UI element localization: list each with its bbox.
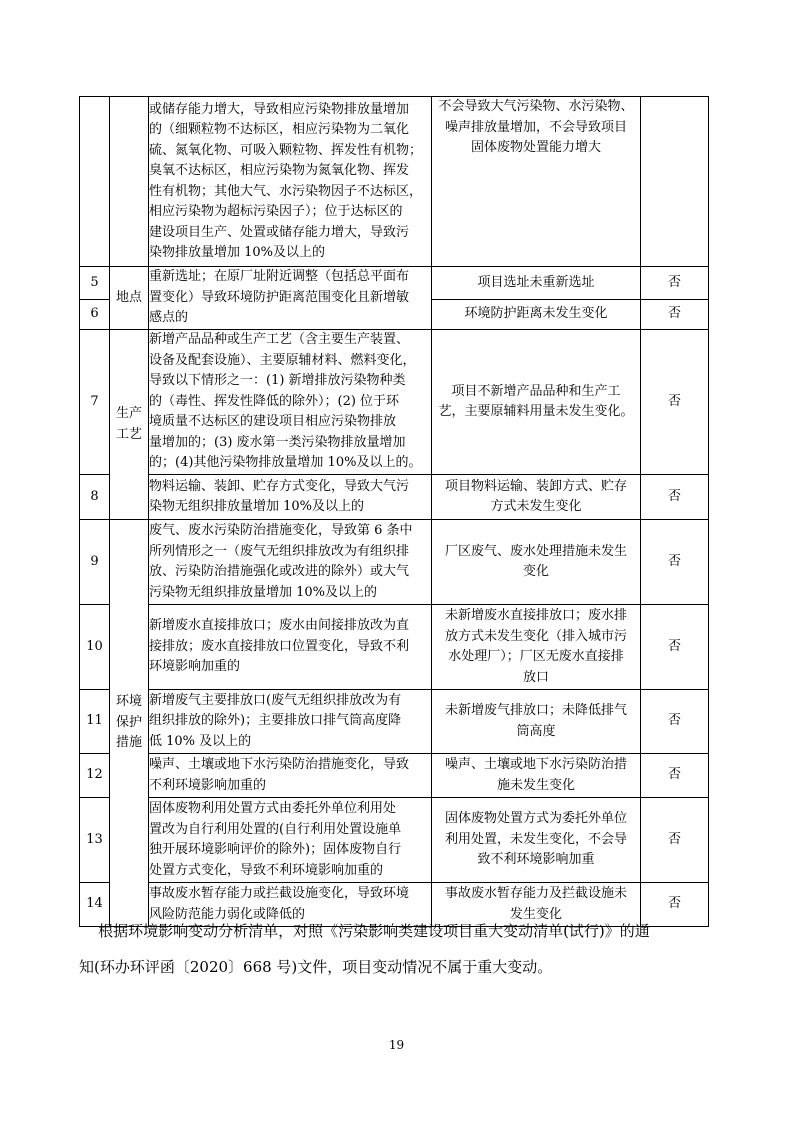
- row-result: 否: [641, 475, 709, 520]
- table-row: [80, 475, 709, 520]
- row-situation: 环境防护距离未发生变化: [432, 300, 641, 330]
- row-result: 否: [641, 754, 709, 798]
- row-number: 11: [80, 690, 110, 754]
- row-requirement: 物料运输、装卸、贮存方式变化，导致大气污 染物无组织排放量增加 10%及以上的: [149, 475, 432, 520]
- row-number: 9: [80, 520, 110, 605]
- table-row: [80, 690, 709, 754]
- table-row: [80, 267, 709, 300]
- row-number: 7: [80, 330, 110, 475]
- row-result: 否: [641, 267, 709, 300]
- table-row: [80, 97, 709, 267]
- row-result: 否: [641, 520, 709, 605]
- conclusion-paragraph-line-1: 根据环境影响变动分析清单，对照《污染影响类建设项目重大变动清单(试行)》的通: [79, 922, 650, 940]
- row-situation: 噪声、土壤或地下水污染防治措 施未发生变化: [432, 754, 641, 798]
- page-number: 19: [388, 1038, 405, 1052]
- row-category: 生产 工艺: [110, 330, 149, 520]
- row-situation: 项目不新增产品品种和生产工 艺，主要原辅料用量未发生变化。: [432, 330, 641, 475]
- row-requirement: 噪声、土壤或地下水污染防治措施变化，导致 不利环境影响加重的: [149, 754, 432, 798]
- row-situation: 事故废水暂存能力及拦截设施未 发生变化: [432, 883, 641, 927]
- row-situation: 固体废物处置方式为委托外单位 利用处置，未发生变化，不会导 致不利环境影响加重: [432, 798, 641, 883]
- row-number: 10: [80, 605, 110, 690]
- row-requirement: 新增产品品种或生产工艺（含主要生产装置、 设备及配套设施）、主要原辅材料、燃料变化， 导致以下情形之一：(1) 新增排放污染物种类 的（毒性、挥发性降低的除外）；(2) 位于环 境质量不达标区的建设项目相应污染物排放 量增加的；(3) 废水第一类污染物排放量增加 的；(4)其他污染物排放量增加 10%及以上的。: [149, 330, 432, 475]
- row-number: [80, 97, 110, 267]
- row-number: 5: [80, 267, 110, 300]
- table-row: [80, 798, 709, 883]
- row-requirement: 或储存能力增大，导致相应污染物排放量增加 的（细颗粒物不达标区，相应污染物为二氧化 硫、氮氧化物、可吸入颗粒物、挥发性有机物； 臭氧不达标区，相应污染物为氮氧化物、挥发 性有机物；其他大气、水污染物因子不达标区， 相应污染物为超标污染因子）；位于达标区的 建设项目生产、处置或储存能力增大，导致污 染物排放量增加 10%及以上的: [149, 97, 432, 267]
- table-row: [80, 520, 709, 605]
- row-requirement: 事故废水暂存能力或拦截设施变化，导致环境 风险防范能力弱化或降低的: [149, 883, 432, 927]
- row-result: 否: [641, 690, 709, 754]
- row-number: 13: [80, 798, 110, 883]
- row-category: 环境 保护 措施: [110, 520, 149, 927]
- change-analysis-table: [79, 96, 709, 927]
- row-number: 6: [80, 300, 110, 330]
- row-requirement: 新增废气主要排放口(废气无组织排放改为有 组织排放的除外)；主要排放口排气筒高度降 低 10% 及以上的: [149, 690, 432, 754]
- table-row: [80, 330, 709, 475]
- row-requirement: 新增废水直接排放口；废水由间接排放改为直 接排放；废水直接排放口位置变化，导致不利 环境影响加重的: [149, 605, 432, 690]
- table-row: [80, 754, 709, 798]
- row-situation: 未新增废气排放口；未降低排气 筒高度: [432, 690, 641, 754]
- row-result: 否: [641, 883, 709, 927]
- table-row: [80, 605, 709, 690]
- row-result: 否: [641, 605, 709, 690]
- row-situation: 厂区废气、废水处理措施未发生 变化: [432, 520, 641, 605]
- row-situation: 项目物料运输、装卸方式、贮存 方式未发生变化: [432, 475, 641, 520]
- row-requirement: 重新选址；在原厂址附近调整（包括总平面布 置变化）导致环境防护距离范围变化且新增敏 感点的: [149, 267, 432, 330]
- row-number: 14: [80, 883, 110, 927]
- row-result: [641, 97, 709, 267]
- row-result: 否: [641, 798, 709, 883]
- row-situation: 不会导致大气污染物、水污染物、 噪声排放量增加，不会导致项目 固体废物处置能力增大: [432, 97, 641, 267]
- row-requirement: 固体废物利用处置方式由委托外单位利用处 置改为自行利用处置的(自行利用处置设施单 独开展环境影响评价的除外)；固体废物自行 处置方式变化，导致不利环境影响加重的: [149, 798, 432, 883]
- row-category: [110, 97, 149, 267]
- row-number: 8: [80, 475, 110, 520]
- row-requirement: 废气、废水污染防治措施变化，导致第 6 条中 所列情形之一（废气无组织排放改为有组织排 放、污染防治措施强化或改进的除外）或大气 污染物无组织排放量增加 10%及以上的: [149, 520, 432, 605]
- row-result: 否: [641, 300, 709, 330]
- row-number: 12: [80, 754, 110, 798]
- row-situation: 项目选址未重新选址: [432, 267, 641, 300]
- conclusion-paragraph-line-2: 知(环办环评函〔2020〕668 号)文件，项目变动情况不属于重大变动。: [79, 958, 553, 976]
- row-result: 否: [641, 330, 709, 475]
- row-situation: 未新增废水直接排放口；废水排 放方式未发生变化（排入城市污 水处理厂）；厂区无废水直接排 放口: [432, 605, 641, 690]
- row-category: 地点: [110, 267, 149, 330]
